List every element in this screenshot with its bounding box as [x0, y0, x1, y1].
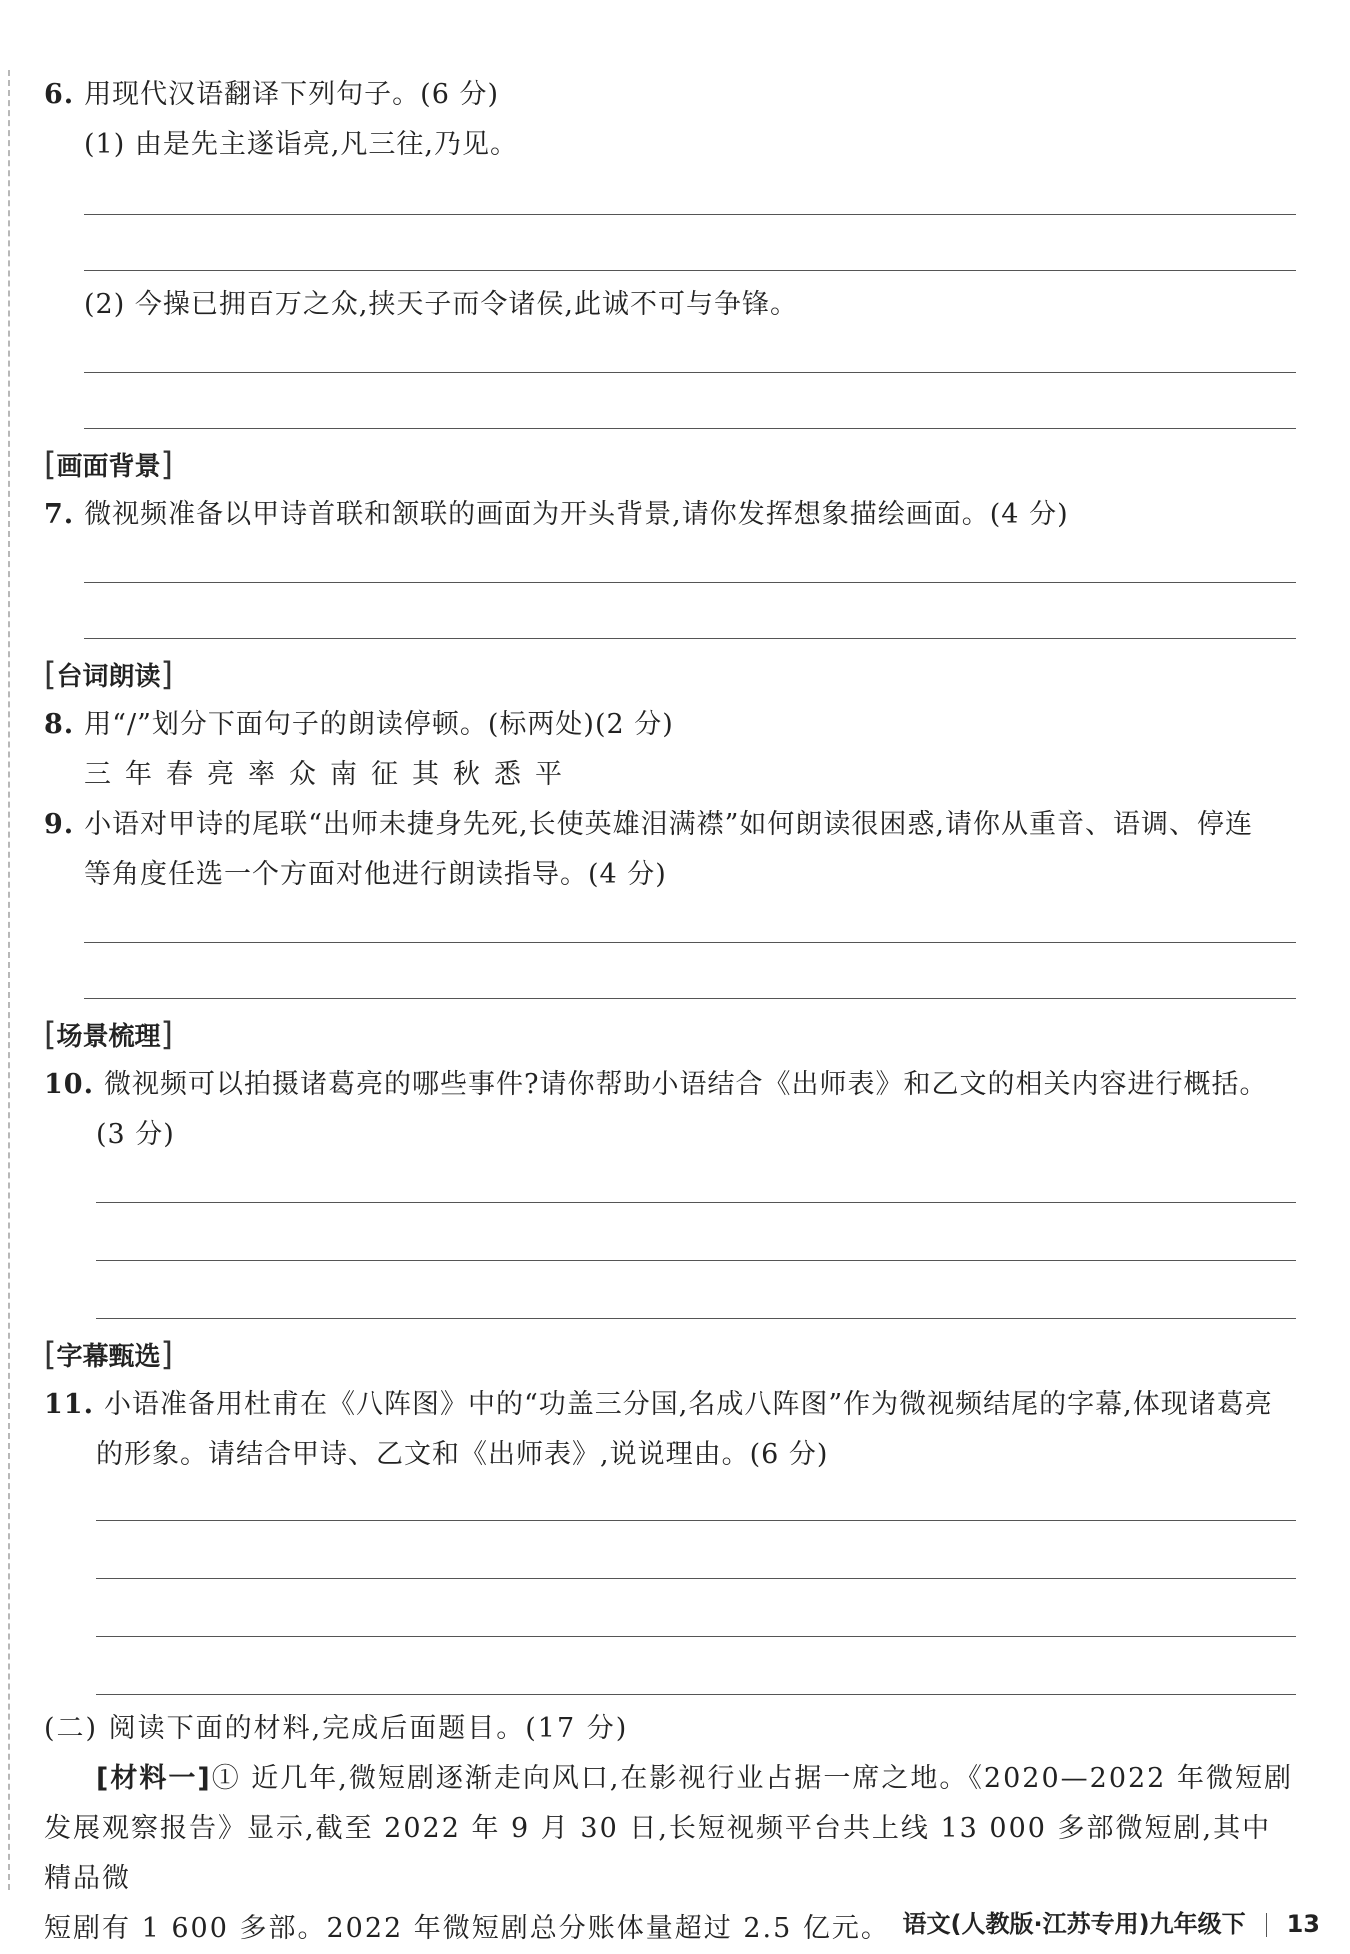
answer-line[interactable]: [96, 1260, 1296, 1261]
answer-line[interactable]: [96, 1318, 1296, 1319]
footer-separator: [1266, 1913, 1267, 1937]
question-7: [44, 490, 1294, 540]
answer-line[interactable]: [84, 214, 1296, 215]
section-heading-huamian: [画面背景]: [44, 445, 173, 483]
material-tag: [材料一]: [96, 1763, 212, 1794]
question-number: 7.: [44, 499, 75, 530]
question-text: 小语对甲诗的尾联“出师未捷身先死,长使英雄泪满襟”如何朗读很困惑,请你从重音、语调、停连: [84, 809, 1253, 840]
section-heading-changjing: [场景梳理]: [44, 1015, 173, 1053]
question-10: [44, 1060, 1294, 1160]
answer-line[interactable]: [84, 998, 1296, 999]
question-6: [44, 70, 1294, 170]
material-text: 短剧有 1 600 多部。2022 年微短剧总分账体量超过 2.5 亿元。: [44, 1913, 890, 1944]
binding-margin-line: [8, 70, 10, 1890]
question-number: 9.: [44, 809, 75, 840]
section-heading-zimu: [字幕甄选]: [44, 1335, 173, 1373]
sub-question-2: (2) 今操已拥百万之众,挟天子而令诸侯,此诚不可与争锋。: [84, 289, 798, 320]
question-text: 小语准备用杜甫在《八阵图》中的“功盖三分国,名成八阵图”作为微视频结尾的字幕,体现诸葛亮: [103, 1389, 1273, 1420]
answer-line[interactable]: [96, 1520, 1296, 1521]
question-6-part-2: [44, 280, 1294, 330]
question-text: 用“/”划分下面句子的朗读停顿。(标两处)(2 分): [84, 709, 674, 740]
question-text-continued: (3 分): [96, 1119, 175, 1150]
answer-line[interactable]: [96, 1578, 1296, 1579]
question-text-continued: 等角度任选一个方面对他进行朗读指导。(4 分): [84, 859, 667, 890]
question-number: 11.: [44, 1389, 94, 1420]
question-text: 用现代汉语翻译下列句子。(6 分): [84, 79, 500, 110]
question-text: 微视频可以拍摄诸葛亮的哪些事件?请你帮助小语结合《出师表》和乙文的相关内容进行概括。: [103, 1069, 1268, 1100]
answer-line[interactable]: [84, 582, 1296, 583]
answer-line[interactable]: [84, 638, 1296, 639]
question-9: [44, 800, 1294, 900]
section-heading-taici: [台词朗读]: [44, 655, 173, 693]
answer-line[interactable]: [84, 372, 1296, 373]
answer-line[interactable]: [96, 1636, 1296, 1637]
question-8: [44, 700, 1294, 800]
answer-line[interactable]: [84, 428, 1296, 429]
question-11: [44, 1380, 1294, 1480]
question-number: 6.: [44, 79, 75, 110]
question-number: 8.: [44, 709, 75, 740]
answer-line[interactable]: [84, 270, 1296, 271]
question-text-continued: 的形象。请结合甲诗、乙文和《出师表》,说说理由。(6 分): [96, 1439, 829, 1470]
answer-line[interactable]: [84, 942, 1296, 943]
material-text: ① 近几年,微短剧逐渐走向风口,在影视行业占据一席之地。《2020—2022 年微短剧: [211, 1763, 1293, 1794]
book-title: 语文(人教版·江苏专用)九年级下: [902, 1910, 1246, 1938]
part-2-heading: (二) 阅读下面的材料,完成后面题目。(17 分): [44, 1713, 629, 1744]
answer-line[interactable]: [96, 1202, 1296, 1203]
question-text: 微视频准备以甲诗首联和颔联的画面为开头背景,请你发挥想象描绘画面。(4 分): [84, 499, 1069, 530]
page-number: 13: [1286, 1910, 1320, 1938]
answer-line[interactable]: [96, 1694, 1296, 1695]
reading-sentence: 三年春亮率众南征其秋悉平: [84, 759, 576, 790]
question-number: 10.: [44, 1069, 94, 1100]
material-text: 发展观察报告》显示,截至 2022 年 9 月 30 日,长短视频平台共上线 13 000 多部微短剧,其中精品微: [44, 1813, 1272, 1894]
sub-question-1: (1) 由是先主遂诣亮,凡三往,乃见。: [84, 129, 518, 160]
page-footer: [903, 1904, 1320, 1939]
